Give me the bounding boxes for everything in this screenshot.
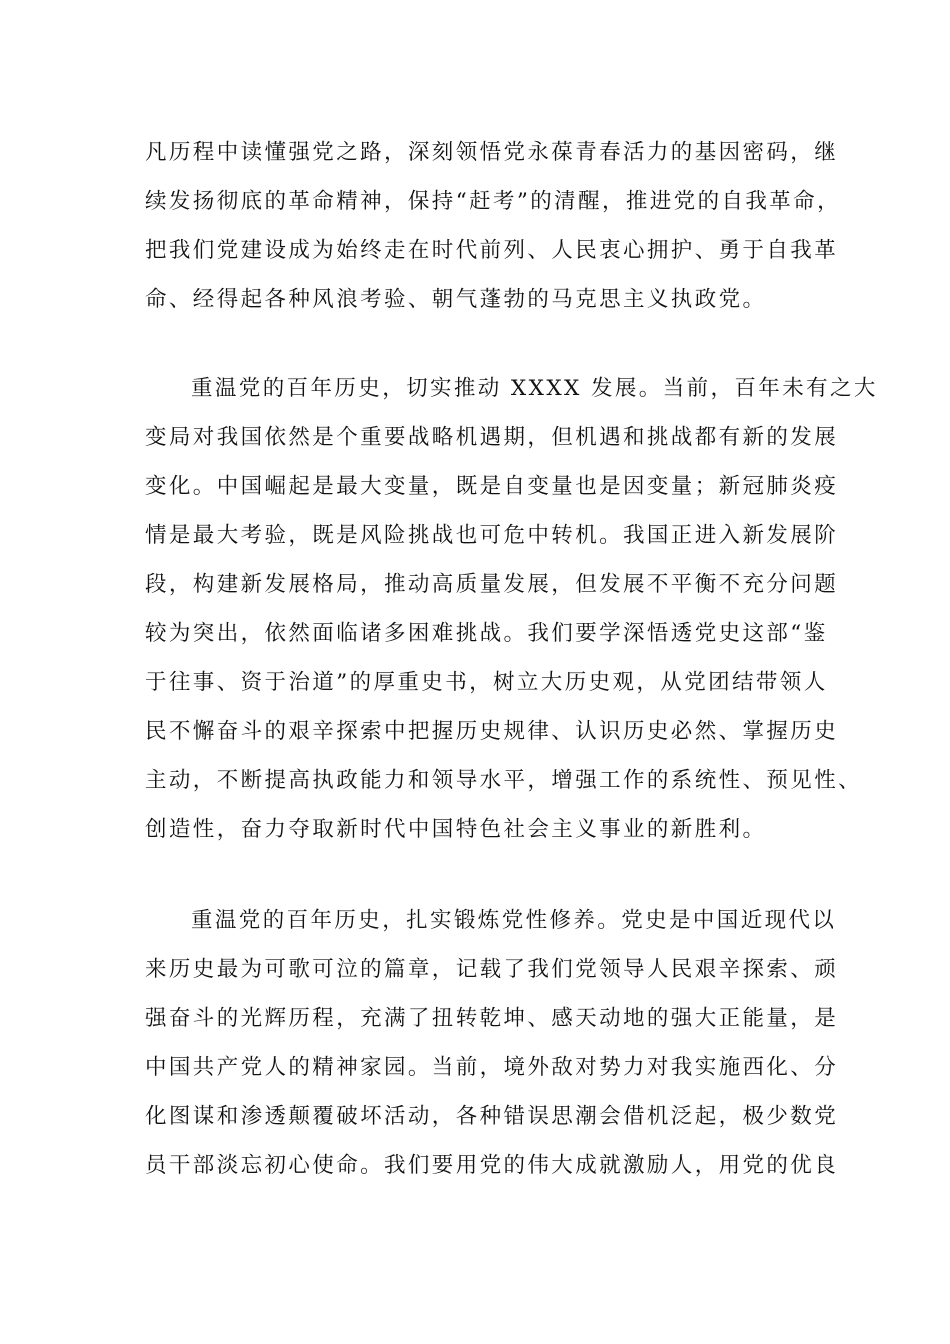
- text-line: 中国共产党人的精神家园。当前，境外敌对势力对我实施西化、分: [145, 1055, 839, 1080]
- text-line-first: 重温党的百年历史，扎实锻炼党性修养。党史是中国近现代以: [191, 908, 837, 933]
- text-line: 把我们党建设成为始终走在时代前列、人民衷心拥护、勇于自我革: [145, 238, 839, 263]
- text-line: 段，构建新发展格局，推动高质量发展，但发展不平衡不充分问题: [145, 572, 839, 597]
- text-line: 较为突出，依然面临诸多困难挑战。我们要学深悟透党史这部“鉴: [145, 621, 828, 646]
- text-line: 来历史最为可歌可泣的篇章，记载了我们党领导人民艰辛探索、顽: [145, 957, 839, 982]
- text-line: 强奋斗的光辉历程，充满了扭转乾坤、感天动地的强大正能量，是: [145, 1006, 839, 1031]
- paragraph-development: [145, 364, 878, 854]
- text-line: 于往事、资于治道”的厚重史书，树立大历史观，从党团结带领人: [145, 670, 828, 695]
- text-line: 凡历程中读懂强党之路，深刻领悟党永葆青春活力的基因密码，继: [145, 140, 839, 165]
- text-line: 创造性，奋力夺取新时代中国特色社会主义事业的新胜利。: [145, 817, 767, 842]
- paragraph-party-spirit: [145, 896, 838, 1190]
- text-line: 变化。中国崛起是最大变量，既是自变量也是因变量；新冠肺炎疫: [145, 474, 839, 499]
- text-line: 民不懈奋斗的艰辛探索中把握历史规律、认识历史必然、掌握历史: [145, 719, 839, 744]
- text-line: 命、经得起各种风浪考验、朝气蓬勃的马克思主义执政党。: [145, 287, 767, 312]
- text-line: 续发扬彻底的革命精神，保持“赶考”的清醒，推进党的自我革命，: [145, 189, 841, 214]
- text-line: 情是最大考验，既是风险挑战也可危中转机。我国正进入新发展阶: [145, 523, 839, 548]
- text-line-first: 重温党的百年历史，切实推动 XXXX 发展。当前，百年未有之大: [191, 376, 878, 401]
- paragraph-continuation: [145, 128, 841, 324]
- text-line: 化图谋和渗透颠覆破坏活动，各种错误思潮会借机泛起，极少数党: [145, 1104, 839, 1129]
- text-line: 员干部淡忘初心使命。我们要用党的伟大成就激励人，用党的优良: [145, 1153, 839, 1178]
- text-line: 变局对我国依然是个重要战略机遇期，但机遇和挑战都有新的发展: [145, 425, 839, 450]
- text-line: 主动，不断提高执政能力和领导水平，增强工作的系统性、预见性、: [145, 768, 863, 793]
